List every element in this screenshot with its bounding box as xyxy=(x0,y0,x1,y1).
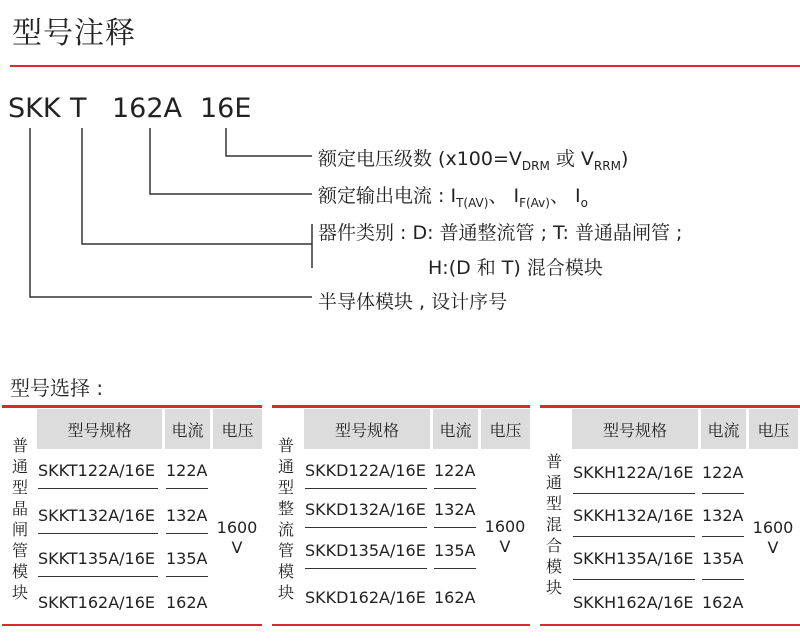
code-voltage: 16E xyxy=(200,93,252,124)
header-model: 型号规格 xyxy=(572,409,698,449)
table-row-current: 122A xyxy=(434,461,476,480)
page-title: 型号注释 xyxy=(12,16,136,51)
note-device-type-hybrid: H:(D 和 T) 混合模块 xyxy=(428,257,603,279)
note-voltage-class: 额定电压级数 ($x100=V_{DRM}$ 或 $V_{RRM}$) xyxy=(318,148,629,173)
table-row-model: SKKT162A/16E xyxy=(38,593,156,612)
table-row-current: 132A xyxy=(702,506,744,525)
table-row-model: SKKD132A/16E xyxy=(305,500,426,519)
row-underline xyxy=(573,536,695,537)
row-underline xyxy=(166,576,208,577)
row-underline xyxy=(305,527,427,528)
table-row-current: 122A xyxy=(166,461,208,480)
header-current: 电流 xyxy=(165,409,210,449)
table-row-model: SKKT135A/16E xyxy=(38,549,156,568)
table-row-model: SKKH122A/16E xyxy=(573,463,694,482)
panel-category-label: 普通型晶闸管模块 xyxy=(11,436,28,602)
panel-top-bar xyxy=(2,405,262,408)
header-current: 电流 xyxy=(701,409,746,449)
row-underline xyxy=(434,568,476,569)
header-voltage: 电压 xyxy=(213,409,262,449)
header-voltage: 电压 xyxy=(749,409,798,449)
table-row-current: 135A xyxy=(702,549,744,568)
code-type: T xyxy=(70,93,87,124)
note-output-current: 额定输出电流 : $I_{T(AV)}$、 $I_{F(Av)}$、 $I_o$ xyxy=(318,185,588,210)
row-underline xyxy=(38,533,158,534)
panel-top-bar xyxy=(540,405,800,408)
table-row-model: SKKH132A/16E xyxy=(573,506,694,525)
table-row-current: 122A xyxy=(702,463,744,482)
note-module-design: 半导体模块 , 设计序号 xyxy=(318,291,508,313)
table-row-model: SKKH162A/16E xyxy=(573,593,694,612)
panel-top-bar xyxy=(272,405,530,408)
row-underline xyxy=(38,576,158,577)
row-underline xyxy=(38,488,158,489)
selection-panel-thyristor xyxy=(2,405,262,626)
table-row-current: 162A xyxy=(702,593,744,612)
row-underline xyxy=(305,568,427,569)
note-device-type: 器件类别 : D: 普通整流管 ; T: 普通晶闸管 ; xyxy=(318,222,683,244)
row-underline xyxy=(702,493,744,494)
table-row-current: 135A xyxy=(166,549,208,568)
selection-panel-rectifier xyxy=(272,405,530,626)
panel-category-label: 普通型混合模块 xyxy=(545,452,562,597)
panel-category-label: 普通型整流管模块 xyxy=(277,436,294,602)
table-row-current: 132A xyxy=(166,506,208,525)
code-current: 162A xyxy=(112,93,183,124)
header-model: 型号规格 xyxy=(304,409,430,449)
row-underline xyxy=(702,579,744,580)
code-series: SKK xyxy=(8,93,61,124)
table-row-model: SKKD162A/16E xyxy=(305,588,426,607)
row-underline xyxy=(166,533,208,534)
voltage-value: 1600 V xyxy=(216,518,258,557)
row-underline xyxy=(573,579,695,580)
table-row-current: 162A xyxy=(434,588,476,607)
selection-panel-hybrid xyxy=(540,405,800,626)
table-row-model: SKKT122A/16E xyxy=(38,461,156,480)
table-row-current: 132A xyxy=(434,500,476,519)
panel-bottom-bar xyxy=(272,624,530,626)
table-row-current: 162A xyxy=(166,593,208,612)
table-row-current: 135A xyxy=(434,541,476,560)
panel-bottom-bar xyxy=(540,624,800,626)
header-model: 型号规格 xyxy=(37,409,162,449)
selection-title: 型号选择 : xyxy=(10,376,104,400)
table-row-model: SKKT132A/16E xyxy=(38,506,156,525)
header-voltage: 电压 xyxy=(481,409,530,449)
row-underline xyxy=(305,488,427,489)
row-underline xyxy=(166,488,208,489)
panel-bottom-bar xyxy=(2,624,262,626)
table-row-model: SKKH135A/16E xyxy=(573,549,694,568)
header-current: 电流 xyxy=(433,409,478,449)
row-underline xyxy=(434,488,476,489)
row-underline xyxy=(702,536,744,537)
row-underline xyxy=(573,493,695,494)
row-underline xyxy=(434,527,476,528)
table-row-model: SKKD122A/16E xyxy=(305,461,426,480)
voltage-value: 1600 V xyxy=(752,518,794,557)
table-row-model: SKKD135A/16E xyxy=(305,541,426,560)
voltage-value: 1600 V xyxy=(484,517,526,556)
